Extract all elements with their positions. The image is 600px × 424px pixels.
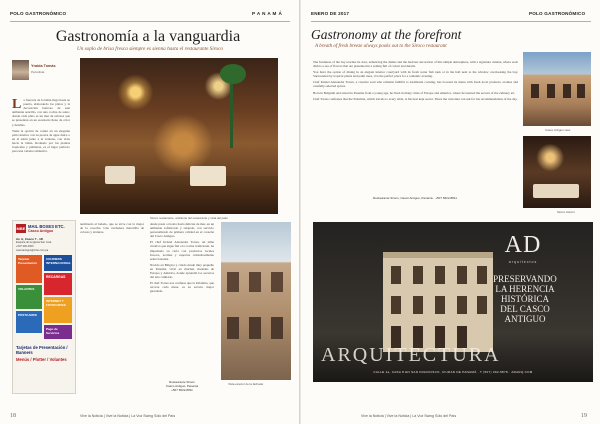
ad-logo: AD (504, 232, 542, 258)
slogan-line: PRESERVANDO (493, 274, 557, 284)
paragraph: terminado el helado, que se sirve con lo mejor de la cosecha. Una verdadera maravilla de colores y texturas. (80, 222, 144, 235)
page-number: 19 (581, 413, 587, 419)
ad-bottom-line: Tarjetas de Presentación / Banners (16, 345, 68, 355)
photo-caption: Casco Antiguo view (545, 128, 571, 132)
section-header: POLO GASTRONÓMICO (529, 11, 586, 16)
paragraph: desde pasta o risotto hasta delicias de mar, en un ambiente sofisticado y relajado, con servicio personalizado de primera calidad en el corazón del Casco Antiguo. (150, 222, 214, 239)
author-role: Periodista (31, 70, 45, 74)
footer-text: Vive la Noticia | Vive la Noticia | La Voz Swing Sólo del País (361, 414, 457, 418)
ad-email: cascoantiguo@mbe.com.pa (16, 249, 49, 252)
photo-caption: Siroco restaurante, ambiente del restaurante y vista del patio (150, 216, 228, 220)
paragraph: You have the option of dining in an elegant interior courtyard with its fresh water fish tank or in the hall next to the window overlooking the bay. Surrounded by tropical plants and palm trees, it is the perfect place for a romantic evening. (313, 70, 518, 79)
ad-logo-sub: arquitectos (508, 260, 538, 264)
contact-line: Casco Antiguo, Panamá (165, 384, 199, 388)
ad-tile: RECARGAS (44, 273, 72, 295)
ad-tile: Tarjetas Presentación (16, 255, 42, 283)
ad-phone: +507 390-4600 (16, 245, 34, 248)
ad-tile: VOLANTES (16, 285, 42, 309)
ad-address: Esquina de la iglesia San José (16, 241, 52, 244)
ad-tile: POSTCARDS (16, 311, 42, 333)
ad-brand-sub: Casco Antiguo (28, 229, 54, 233)
paragraph: The freshness of the bay reaches its door, enhancing the dishes and the lustrous decoration of this simple atmosphere, with a signature cuisine, where each dish is a sea of flavors that are presented in a setting full of colour and details. (313, 60, 518, 69)
paragraph: Born in Belgium and raised in Panama from a young age, he lived in many cities of Europe and America, where he learned the secrets of the culinary art. (313, 90, 516, 95)
facade-photo (221, 222, 291, 380)
column-1 (12, 98, 70, 218)
date-header: ENERO DE 2017 (311, 11, 350, 16)
slogan-line: HISTÓRICA (500, 294, 549, 304)
header-rule (10, 21, 290, 22)
paragraph: Chef Kristel Alexandra Torres, a creative soul who remains faithful to traditional cooking, has boosted its menu with fresh local products, aromas and carefully selected spices. (313, 80, 518, 89)
paragraph: Nacido en Bélgica y criado desde muy pequeño en Panamá, vivió en muchas ciudades de Europa y América, donde aprendió los secretos del arte culinario. (150, 262, 214, 280)
paragraph: a frescura de la bahía llega hasta su puerta, elaborando los platos y la decoración lustrosa de este ambiente sencillo, con una cocina de autor, donde cada plato es un mar de sabores que se presentan en un escenario lleno de color y detalles. (12, 98, 70, 127)
ad-tile: Pago de Servicios (44, 325, 72, 339)
interior-photo (523, 136, 591, 208)
column-3 (150, 222, 214, 382)
ad-address: CALLE 1a, CASA 8 EN SAN FRANCISCO, CIUDAD DE PANAMÁ · T (507) 392-5878 · ADARQ.COM (373, 370, 533, 374)
footer-text: Vive la Noticia | Vive la Noticia | La Voz Swing Sólo del País (80, 414, 176, 418)
author-name: Yraida Tomás (31, 64, 56, 68)
left-page (0, 0, 299, 424)
ad-big-word: ARQUITECTURA (321, 344, 501, 366)
contact-line: Restaurante Siroco (169, 380, 195, 384)
ad-tile: INTERNET Y FOTOCOPIAS (44, 297, 72, 323)
casco-photo (523, 52, 591, 126)
restaurant-photo (80, 58, 278, 214)
dropcap: L (12, 98, 22, 112)
contact-block (150, 380, 214, 392)
paragraph: Chef Torres confesses that the Palomita, which travels to every table, is his best kept secret. There the customer can ask for his recommendation of the day. (313, 96, 518, 101)
english-column (313, 60, 518, 192)
ad-slogan (463, 274, 587, 324)
article-subtitle: A breath of fresh breeze always pooks out to the Siroco restaurant (315, 44, 447, 49)
contact-line: Restaurante Siroco, Casco Antiguo, Panamá · +507 6522-8811 (373, 196, 457, 200)
article-subtitle: Un soplo de brisa fresca siempre es sienna hasta el restaurante Siroco (76, 46, 224, 52)
paragraph: El chef Kristel Alexandra Torres, un alma creativa que sigue fiel a la cocina tradicional, ha impulsado su carta con productos locales frescos, aromas y especias cuidadosamente seleccionadas. (150, 240, 214, 261)
right-page (301, 0, 600, 424)
mailboxes-ad (12, 220, 76, 394)
section-header: POLO GASTRONÓMICO (10, 11, 67, 16)
article-title: Gastronomía a la vanguardia (55, 28, 241, 45)
mbe-logo: MBE (16, 226, 26, 231)
paragraph: El chef Torres nos confiesa que la Palomita, que recorre cada mesa, es su secreto mejor guardado. (150, 281, 214, 294)
page-number: 18 (10, 413, 16, 419)
ad-address-title: Av. A, Casco 7 - 1D (16, 237, 43, 241)
slogan-line: LA HERENCIA (495, 284, 555, 294)
slogan-line: ANTIGUO (504, 314, 546, 324)
paragraph: Tiene la opción de comer en un elegante patio interior con su pecera de agua dulce o en el salón junto a la ventana, con vista hacia la bahía. Rodeado por las plantas tropicales y palmeras, es el lugar perfecto para una velada romántica. (12, 128, 70, 154)
header-rule (311, 21, 591, 22)
ad-brand: MAIL BOXES ETC. (28, 224, 65, 229)
ad-bottom-line-2: Menús / Plotter / Volantes (16, 357, 67, 362)
architecture-ad (313, 222, 593, 382)
ad-tile: COURIERS INTERNACIONAL (44, 255, 72, 271)
contact-line: +507 6522-8811 (171, 388, 193, 392)
slogan-line: DEL CASCO (500, 304, 550, 314)
photo-caption-2: Vista exterior de la fachada (228, 382, 263, 386)
country-header: P A N A M Á (252, 11, 283, 16)
column-2 (80, 222, 144, 242)
author-photo (12, 60, 29, 80)
photo-caption-2: Siroco interior (557, 210, 575, 214)
article-title: Gastronomy at the forefront (311, 27, 462, 42)
